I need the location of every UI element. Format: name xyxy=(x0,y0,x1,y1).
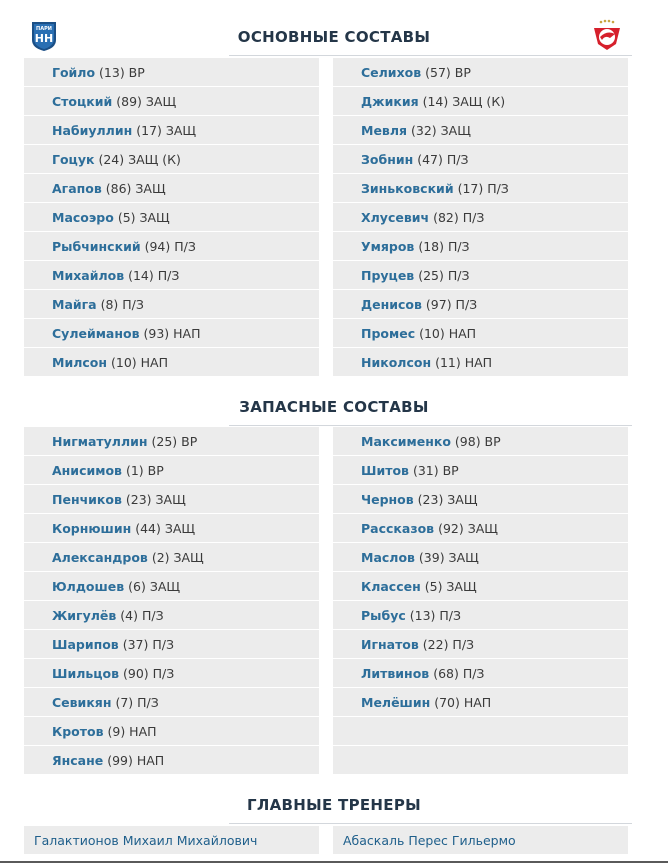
subs-section-header xyxy=(0,390,668,424)
player-name[interactable]: Стоцкий xyxy=(52,94,113,109)
player-row xyxy=(24,717,319,746)
player-row xyxy=(333,514,628,543)
player-row xyxy=(24,688,319,717)
player-name[interactable]: Юлдошев xyxy=(52,579,125,594)
player-number-position: (9) НАП xyxy=(107,724,157,739)
player-number-position: (13) П/З xyxy=(409,608,462,623)
player-row xyxy=(24,232,319,261)
player-name[interactable]: Пруцев xyxy=(361,268,415,283)
player-name[interactable]: Чернов xyxy=(361,492,414,507)
player-name[interactable]: Селихов xyxy=(361,65,422,80)
player-name[interactable]: Зиньковский xyxy=(361,181,454,196)
player-row xyxy=(24,290,319,319)
player-name[interactable]: Игнатов xyxy=(361,637,419,652)
player-name[interactable]: Николсон xyxy=(361,355,432,370)
section-title: ГЛАВНЫЕ ТРЕНЕРЫ xyxy=(247,796,421,814)
player-row xyxy=(333,232,628,261)
player-row xyxy=(333,290,628,319)
player-name[interactable]: Александров xyxy=(52,550,148,565)
player-number-position: (92) ЗАЩ xyxy=(438,521,498,536)
player-number-position: (68) П/З xyxy=(433,666,485,681)
player-row xyxy=(24,145,319,174)
player-name[interactable]: Набиуллин xyxy=(52,123,133,138)
player-row xyxy=(333,174,628,203)
player-number-position: (6) ЗАЩ xyxy=(128,579,181,594)
player-name[interactable]: Литвинов xyxy=(361,666,430,681)
player-row xyxy=(24,746,319,775)
coach-row xyxy=(24,826,319,855)
player-name[interactable]: Янсане xyxy=(52,753,104,768)
player-row xyxy=(24,203,319,232)
player-name[interactable]: Гойло xyxy=(52,65,96,80)
player-row xyxy=(24,116,319,145)
player-name[interactable]: Шарипов xyxy=(52,637,119,652)
section-title: ОСНОВНЫЕ СОСТАВЫ xyxy=(237,28,431,46)
player-number-position: (14) П/З xyxy=(128,268,180,283)
header-divider xyxy=(229,823,632,824)
player-name[interactable]: Севикян xyxy=(52,695,112,710)
player-row xyxy=(24,659,319,688)
player-row xyxy=(24,601,319,630)
player-name[interactable]: Нигматуллин xyxy=(52,434,148,449)
player-number-position: (39) ЗАЩ xyxy=(418,550,479,565)
player-row xyxy=(24,261,319,290)
player-row xyxy=(333,87,628,116)
player-row xyxy=(333,348,628,377)
player-name[interactable]: Милсон xyxy=(52,355,107,370)
player-name[interactable]: Мевля xyxy=(361,123,408,138)
player-number-position: (13) ВР xyxy=(99,65,145,80)
coaches-section-header xyxy=(0,788,668,822)
pari-nn-logo-letters: НН xyxy=(34,32,54,45)
player-row xyxy=(333,427,628,456)
player-name[interactable]: Шитов xyxy=(361,463,409,478)
player-number-position: (98) ВР xyxy=(454,434,501,449)
player-name[interactable]: Рыбус xyxy=(361,608,406,623)
player-name[interactable]: Масоэро xyxy=(52,210,114,225)
player-number-position: (25) П/З xyxy=(418,268,470,283)
player-row xyxy=(24,572,319,601)
bottom-divider xyxy=(0,861,668,863)
player-number-position: (23) ЗАЩ xyxy=(125,492,186,507)
empty-row xyxy=(333,717,628,746)
player-row xyxy=(333,601,628,630)
player-row xyxy=(24,58,319,87)
player-name[interactable]: Мелёшин xyxy=(361,695,431,710)
player-name[interactable]: Денисов xyxy=(361,297,422,312)
player-number-position: (25) ВР xyxy=(151,434,198,449)
player-row xyxy=(333,543,628,572)
player-number-position: (22) П/З xyxy=(422,637,475,652)
player-number-position: (32) ЗАЩ xyxy=(411,123,471,138)
starting-away-list xyxy=(333,58,628,377)
player-number-position: (17) П/З xyxy=(457,181,509,196)
player-row xyxy=(24,630,319,659)
header-divider xyxy=(229,55,632,56)
away-coach xyxy=(333,826,628,855)
player-name[interactable]: Рассказов xyxy=(361,521,435,536)
player-row xyxy=(24,348,319,377)
player-row xyxy=(333,659,628,688)
player-row xyxy=(24,319,319,348)
player-row xyxy=(333,116,628,145)
player-row xyxy=(333,145,628,174)
player-name[interactable]: Майга xyxy=(52,297,97,312)
player-number-position: (5) ЗАЩ xyxy=(424,579,477,594)
player-name[interactable]: Зобнин xyxy=(361,152,414,167)
coach-row xyxy=(333,826,628,855)
player-row xyxy=(333,688,628,717)
player-name[interactable]: Кротов xyxy=(52,724,104,739)
player-row xyxy=(24,543,319,572)
player-number-position: (11) НАП xyxy=(435,355,493,370)
player-number-position: (94) П/З xyxy=(144,239,196,254)
player-name[interactable]: Промес xyxy=(361,326,416,341)
player-number-position: (1) ВР xyxy=(125,463,164,478)
player-name[interactable]: Умяров xyxy=(361,239,415,254)
player-number-position: (89) ЗАЩ xyxy=(116,94,177,109)
player-number-position: (23) ЗАЩ xyxy=(417,492,478,507)
player-number-position: (57) ВР xyxy=(425,65,471,80)
player-name[interactable]: Анисимов xyxy=(52,463,122,478)
player-row xyxy=(333,572,628,601)
player-number-position: (4) П/З xyxy=(120,608,164,623)
player-name[interactable]: Максименко xyxy=(361,434,451,449)
player-name[interactable]: Джикия xyxy=(361,94,419,109)
header-divider xyxy=(229,425,632,426)
player-number-position: (5) ЗАЩ xyxy=(117,210,170,225)
player-number-position: (10) НАП xyxy=(110,355,168,370)
player-number-position: (70) НАП xyxy=(434,695,492,710)
player-row xyxy=(333,261,628,290)
player-row xyxy=(333,58,628,87)
player-name[interactable]: Гоцук xyxy=(52,152,95,167)
player-row xyxy=(333,456,628,485)
player-name[interactable]: Хлусевич xyxy=(361,210,430,225)
coach-name[interactable]: Абаскаль Перес Гильермо xyxy=(343,833,516,848)
player-name[interactable]: Михайлов xyxy=(52,268,125,283)
player-number-position: (2) ЗАЩ xyxy=(151,550,204,565)
player-number-position: (31) ВР xyxy=(412,463,459,478)
starting-section-header xyxy=(0,20,668,54)
player-number-position: (86) ЗАЩ xyxy=(105,181,166,196)
subs-home-list xyxy=(24,427,319,775)
player-row xyxy=(333,630,628,659)
section-title: ЗАПАСНЫЕ СОСТАВЫ xyxy=(239,398,429,416)
player-name[interactable]: Шильцов xyxy=(52,666,120,681)
player-row xyxy=(24,87,319,116)
player-number-position: (24) ЗАЩ (К) xyxy=(98,152,181,167)
player-row xyxy=(24,174,319,203)
player-row xyxy=(333,485,628,514)
player-number-position: (17) ЗАЩ xyxy=(136,123,197,138)
player-number-position: (47) П/З xyxy=(417,152,469,167)
player-name[interactable]: Пенчиков xyxy=(52,492,122,507)
player-name[interactable]: Маслов xyxy=(361,550,415,565)
player-name[interactable]: Корнюшин xyxy=(52,521,132,536)
player-name[interactable]: Классен xyxy=(361,579,421,594)
player-name[interactable]: Сулейманов xyxy=(52,326,140,341)
empty-row xyxy=(333,746,628,775)
home-coach xyxy=(24,826,319,855)
coach-name[interactable]: Галактионов Михаил Михайлович xyxy=(34,833,258,848)
player-number-position: (14) ЗАЩ (К) xyxy=(422,94,506,109)
player-number-position: (44) ЗАЩ xyxy=(135,521,196,536)
subs-away-list xyxy=(333,427,628,775)
player-row xyxy=(24,427,319,456)
player-number-position: (97) П/З xyxy=(425,297,478,312)
player-number-position: (37) П/З xyxy=(122,637,174,652)
player-number-position: (18) П/З xyxy=(418,239,470,254)
player-name[interactable]: Рыбчинский xyxy=(52,239,141,254)
player-number-position: (10) НАП xyxy=(419,326,477,341)
player-number-position: (7) П/З xyxy=(115,695,159,710)
player-row xyxy=(24,514,319,543)
player-number-position: (99) НАП xyxy=(107,753,165,768)
player-row xyxy=(333,203,628,232)
player-row xyxy=(333,319,628,348)
player-name[interactable]: Агапов xyxy=(52,181,102,196)
player-row xyxy=(24,456,319,485)
player-number-position: (82) П/З xyxy=(433,210,485,225)
player-number-position: (90) П/З xyxy=(123,666,175,681)
player-number-position: (8) П/З xyxy=(100,297,144,312)
player-name[interactable]: Жигулёв xyxy=(52,608,117,623)
starting-home-list xyxy=(24,58,319,377)
player-row xyxy=(24,485,319,514)
player-number-position: (93) НАП xyxy=(143,326,201,341)
pari-nn-logo-text: ПАРИ xyxy=(36,26,52,32)
